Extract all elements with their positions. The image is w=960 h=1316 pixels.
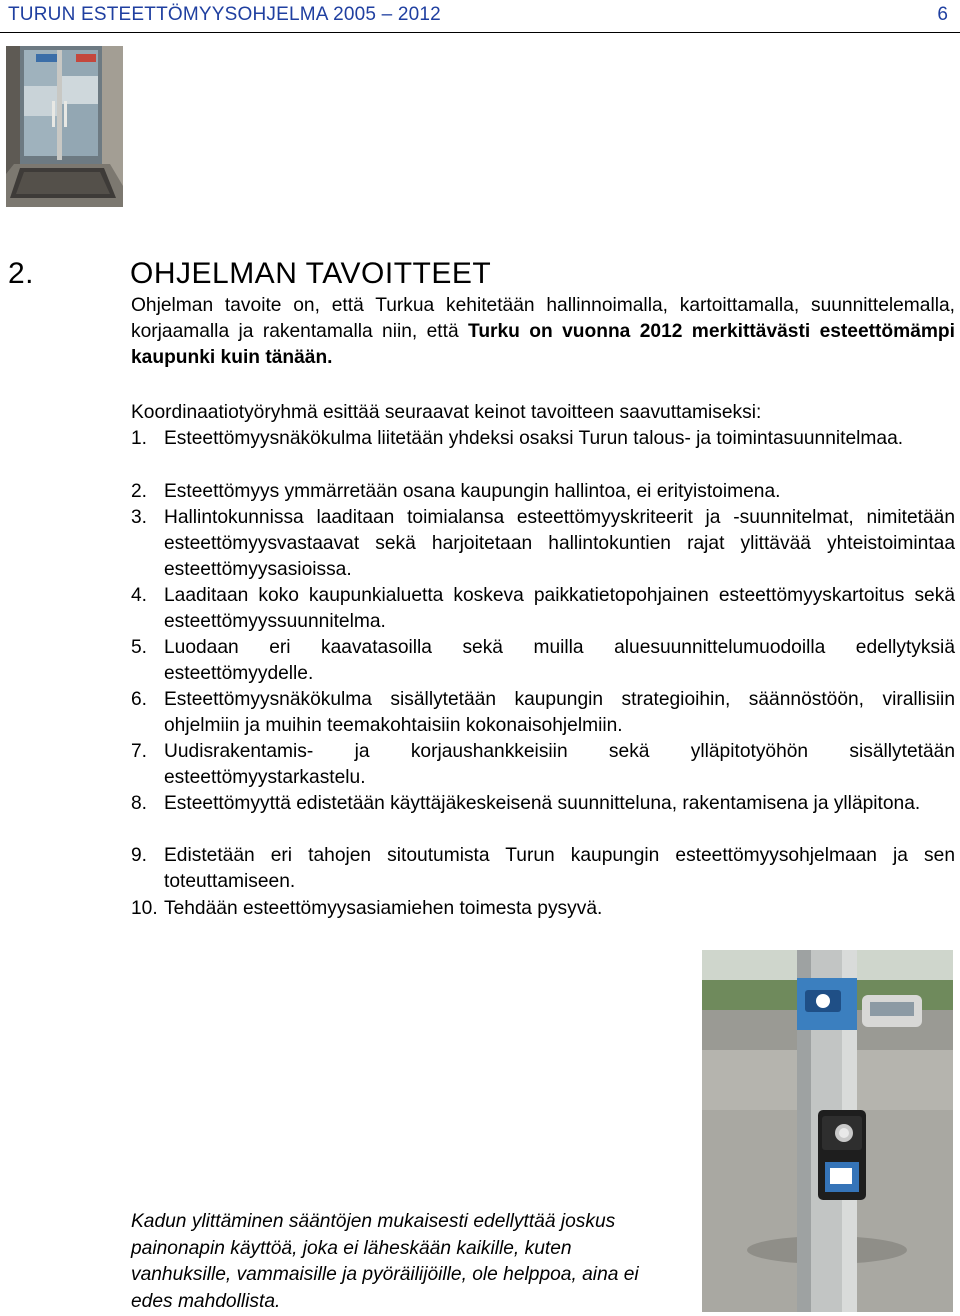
photo-caption: Kadun ylittäminen sääntöjen mukaisesti edellyttää joskus painonapin käyttöä, joka ei läheskään kaikille, kuten vanhuksille, vammaisille ja pyöräilijöille, ole helppoa, aina ei edes mahdollista. (131, 1211, 639, 1312)
list-item (131, 426, 955, 452)
list-item (131, 896, 955, 922)
section-heading (8, 257, 491, 291)
list-item-number: 5. (131, 637, 148, 658)
intro-text: Ohjelman tavoite on, että Turkua kehitetään hallinnoimalla, kartoittamalla, suunnittelemalla, korjaamalla ja rakentamalla niin, että (131, 295, 955, 342)
document-title: TURUN ESTEETTÖMYYSOHJELMA 2005 – 2012 (8, 4, 441, 25)
list-item-number: 4. (131, 585, 148, 606)
list-item-number: 10. (131, 898, 158, 919)
measures-lead: Koordinaatiotyöryhmä esittää seuraavat keinot tavoitteen saavuttamiseksi: (131, 402, 762, 423)
list-item-text: Esteettömyysnäkökulma sisällytetään kaupungin strategioihin, säännöstöön, virallisiin ohjelmiin ja muihin teemakohtaisiin kokonaisohjelmiin. (164, 689, 955, 736)
list-item-text: Tehdään esteettömyysasiamiehen toimesta pysyvä. (164, 898, 603, 919)
page-header (0, 0, 960, 33)
list-item-number: 9. (131, 845, 148, 866)
list-item (131, 479, 955, 505)
list-item-text: Esteettömyys ymmärretään osana kaupungin hallintoa, ei erityistoimena. (164, 481, 781, 502)
list-item-text: Esteettömyyttä edistetään käyttäjäkeskeisenä suunnitteluna, rakentamisena ja ylläpitona. (164, 793, 921, 814)
list-item-number: 2. (131, 481, 148, 502)
list-item (131, 635, 955, 687)
list-item-number: 8. (131, 793, 148, 814)
list-item-text: Laaditaan koko kaupunkialuetta koskeva paikkatietopohjainen esteettömyyskartoitus sekä esteettömyyssuunnitelma. (164, 585, 955, 632)
list-item-text: Uudisrakentamis- ja korjaushankkeisiin sekä ylläpitotyöhön sisällytetään esteettömyystarkastelu. (164, 741, 955, 788)
list-item-text: Hallintokunnissa laaditaan toimialansa esteettömyyskriteerit ja -suunnitelmat, nimitetään esteettömyysvastaavat sekä harjoitetaan hallintokuntien rajat ylittävää yhteistoimintaa esteettömyysasioissa. (164, 507, 955, 580)
list-item (131, 791, 955, 817)
entrance-door-photo (6, 46, 123, 207)
list-item-number: 7. (131, 741, 148, 762)
section-number: 2. (8, 256, 35, 290)
section-title: OHJELMAN TAVOITTEET (130, 256, 492, 290)
push-button-pole-photo (702, 950, 953, 1312)
list-item-number: 1. (131, 428, 148, 449)
list-item-number: 3. (131, 507, 148, 528)
intro-bold-statement: Turku on vuonna 2012 merkittävästi esteettömämpi kaupunki kuin tänään. (131, 321, 955, 368)
page-number: 6 (937, 4, 948, 25)
list-item-text: Luodaan eri kaavatasoilla sekä muilla aluesuunnittelumuodoilla edellytyksiä esteettömyydelle. (164, 637, 955, 684)
list-item (131, 687, 955, 739)
list-item (131, 583, 955, 635)
list-item (131, 505, 955, 583)
list-item (131, 843, 955, 895)
list-item-text: Esteettömyysnäkökulma liitetään yhdeksi osaksi Turun talous- ja toimintasuunnitelmaa. (164, 428, 904, 449)
list-item-number: 6. (131, 689, 148, 710)
list-item (131, 739, 955, 791)
list-item-text: Edistetään eri tahojen sitoutumista Turun kaupungin esteettömyysohjelmaan ja sen toteuttamiseen. (164, 845, 955, 892)
intro-paragraph (131, 293, 955, 371)
